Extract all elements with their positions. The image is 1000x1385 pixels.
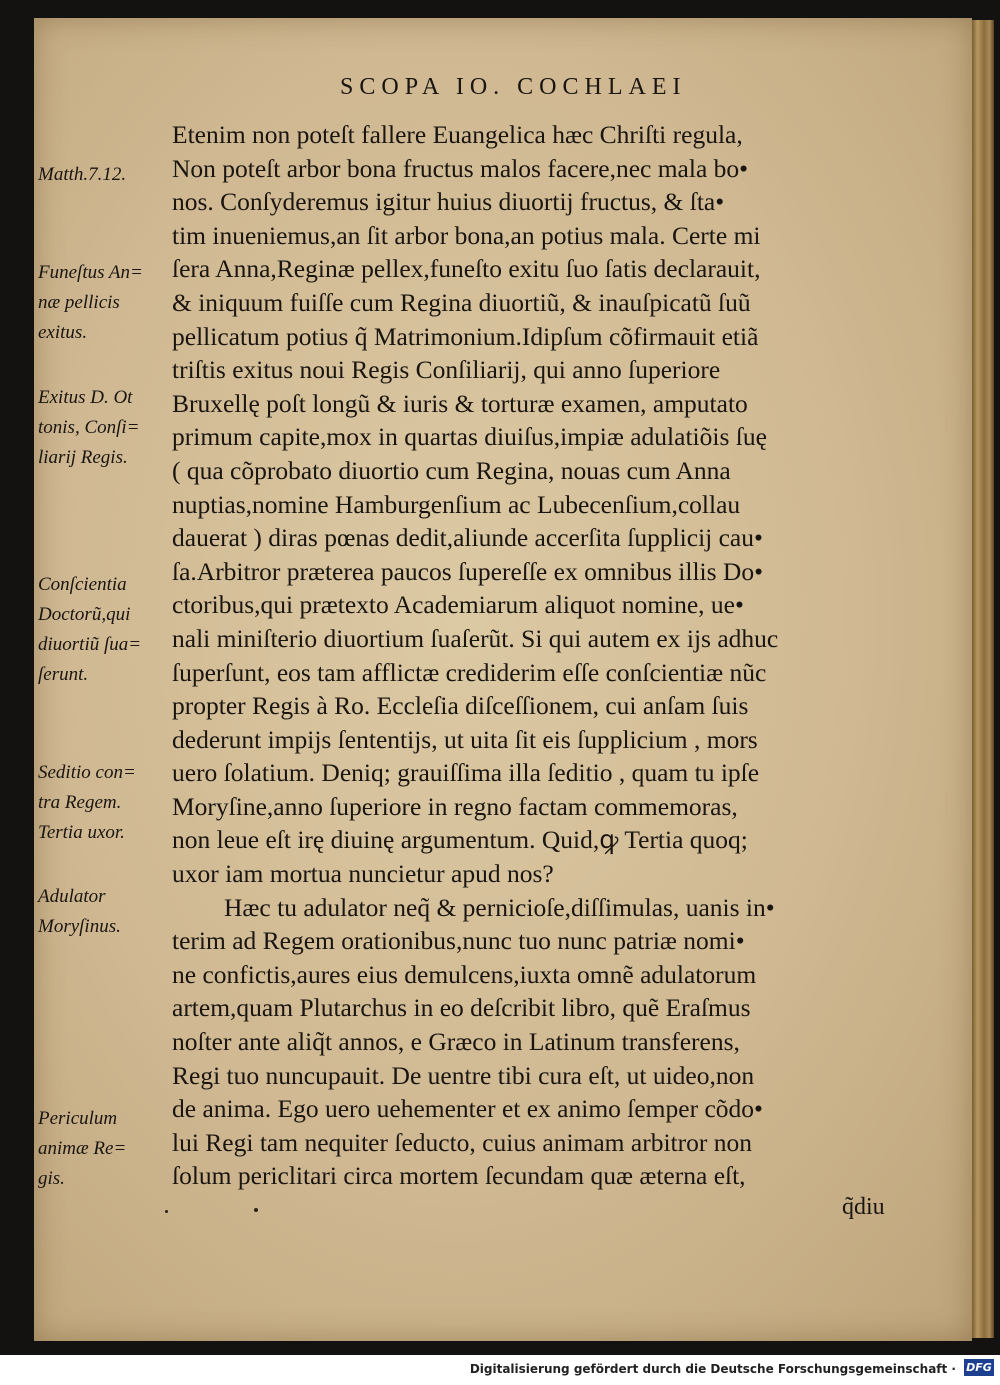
text-line: Regi tuo nuncupauit. De uentre tibi cura eſt, ut uideo,non — [172, 1060, 755, 1090]
marginal-note-line: Moryſinus. — [38, 916, 121, 937]
text-line: pellicatum potius q̃ Matrimonium.Idipſum cõfirmauit etiã — [172, 321, 759, 351]
running-title: SCOPA IO. COCHLAEI — [340, 74, 687, 100]
text-line: triſtis exitus noui Regis Conſiliarij, qui anno ſuperiore — [172, 355, 721, 385]
marginal-note-line: Doctorũ,qui — [38, 604, 131, 625]
book-fore-edge — [972, 20, 994, 1338]
funding-credit: Digitalisierung gefördert durch die Deutsche Forschungsgemeinschaft · — [469, 1362, 956, 1376]
text-line: ſuperſunt, eos tam afflictæ crediderim eſſe conſcientiæ nũc — [172, 657, 767, 687]
text-line: Non poteſt arbor bona fructus malos facere,nec mala bo• — [172, 153, 749, 183]
marginal-note-line: Funeſtus An= — [38, 262, 143, 283]
marginal-note-line: tonis, Conſi= — [38, 417, 140, 438]
text-line: primum capite,mox in quartas diuiſus,impiæ adulatiõis ſuę — [172, 422, 767, 452]
marginal-note-line: animæ Re= — [38, 1138, 127, 1159]
text-line: ne confictis,aures eius demulcens,iuxta omnẽ adulatorum — [172, 959, 757, 989]
text-line: propter Regis à Ro. Eccleſia diſceſſionem, cui anſam ſuis — [172, 691, 749, 721]
main-text-block — [172, 118, 912, 1193]
catchword: q̃diu — [842, 1194, 885, 1220]
marginal-note-line: Exitus D. Ot — [38, 387, 133, 408]
marginal-note — [38, 160, 126, 190]
marginal-note-line: tra Regem. — [38, 792, 122, 813]
text-line: ſa.Arbitror præterea paucos ſupereſſe ex omnibus illis Do• — [172, 556, 764, 586]
text-line: terim ad Regem orationibus,nunc tuo nunc patriæ nomi• — [172, 926, 745, 956]
text-line: lui Regi tam nequiter ſeducto, cuius animam arbitror non — [172, 1127, 752, 1157]
marginal-note — [38, 570, 141, 690]
text-line: dauerat ) diras pœnas dedit,aliunde accerſita ſupplicij cau• — [172, 523, 763, 553]
ink-speck — [254, 1208, 258, 1212]
marginal-note — [38, 882, 121, 942]
text-line: de anima. Ego uero uehementer et ex animo ſemper cõdo• — [172, 1094, 763, 1124]
marginal-note-line: Matth.7.12. — [38, 164, 127, 185]
text-line: nos. Conſyderemus igitur huius diuortij fructus, & ſta• — [172, 187, 725, 217]
marginal-note — [38, 383, 140, 473]
marginal-note-line: gis. — [38, 1168, 65, 1189]
text-line: ( qua cõprobato diuortio cum Regina, nouas cum Anna — [172, 455, 731, 485]
marginal-note-line: Seditio con= — [38, 762, 136, 783]
marginal-note-line: Adulator — [38, 886, 106, 907]
text-line: ſolum periclitari circa mortem ſecundam quæ æterna eſt, — [172, 1161, 746, 1191]
text-line: Moryſine,anno ſuperiore in regno factam commemoras, — [172, 791, 738, 821]
text-line: Bruxellę poſt longũ & iuris & torturæ examen, amputato — [172, 388, 748, 418]
text-line: ctoribus,qui prætexto Academiarum aliquot nomine, ue• — [172, 590, 744, 620]
marginal-note — [38, 1104, 126, 1194]
text-line: dederunt impijs ſententijs, ut uita ſit eis ſupplicium , mors — [172, 724, 758, 754]
text-line: ſera Anna,Reginæ pellex,funeſto exitu ſuo ſatis declarauit, — [172, 254, 761, 284]
marginal-note — [38, 758, 136, 848]
text-line: nuptias,nomine Hamburgenſium ac Lubecenſium,collau — [172, 489, 741, 519]
text-line: non leue eſt irę diuinę argumentum. Quid,ꝙ Tertia quoq; — [172, 825, 748, 855]
marginal-note-line: diuortiũ ſua= — [38, 634, 142, 655]
text-line: nali miniſterio diuortium ſuaſerũt. Si qui autem ex ijs adhuc — [172, 623, 779, 653]
marginal-note-line: liarij Regis. — [38, 447, 128, 468]
marginal-note-line: Tertia uxor. — [38, 822, 125, 843]
marginal-note-line: exitus. — [38, 322, 88, 343]
marginal-note-line: Periculum — [38, 1108, 118, 1129]
text-line-paragraph-start: Hæc tu adulator neq̃ & pernicioſe,diſſimulas, uanis in• — [224, 892, 775, 922]
text-line: noſter ante aliq̃t annos, e Græco in Latinum transferens, — [172, 1027, 740, 1057]
text-line: artem,quam Plutarchus in eo deſcribit libro, quẽ Eraſmus — [172, 993, 751, 1023]
text-line: & iniquum fuiſſe cum Regina diuortiũ, & inauſpicatũ ſuũ — [172, 287, 751, 317]
marginal-note-line: ſerunt. — [38, 664, 89, 685]
dfg-logo: DFG — [964, 1359, 994, 1376]
marginal-note-line: Conſcientia — [38, 574, 127, 595]
marginal-note — [38, 258, 143, 348]
text-line: uero ſolatium. Deniq; grauiſſima illa ſeditio , quam tu ipſe — [172, 758, 760, 788]
text-line: tim inueniemus,an ſit arbor bona,an potius mala. Certe mi — [172, 220, 761, 250]
text-line: Etenim non poteſt fallere Euangelica hæc Chriſti regula, — [172, 120, 743, 149]
marginal-note-line: næ pellicis — [38, 292, 120, 313]
text-line: uxor iam mortua nuncietur apud nos? — [172, 859, 554, 889]
ink-speck — [165, 1210, 168, 1213]
